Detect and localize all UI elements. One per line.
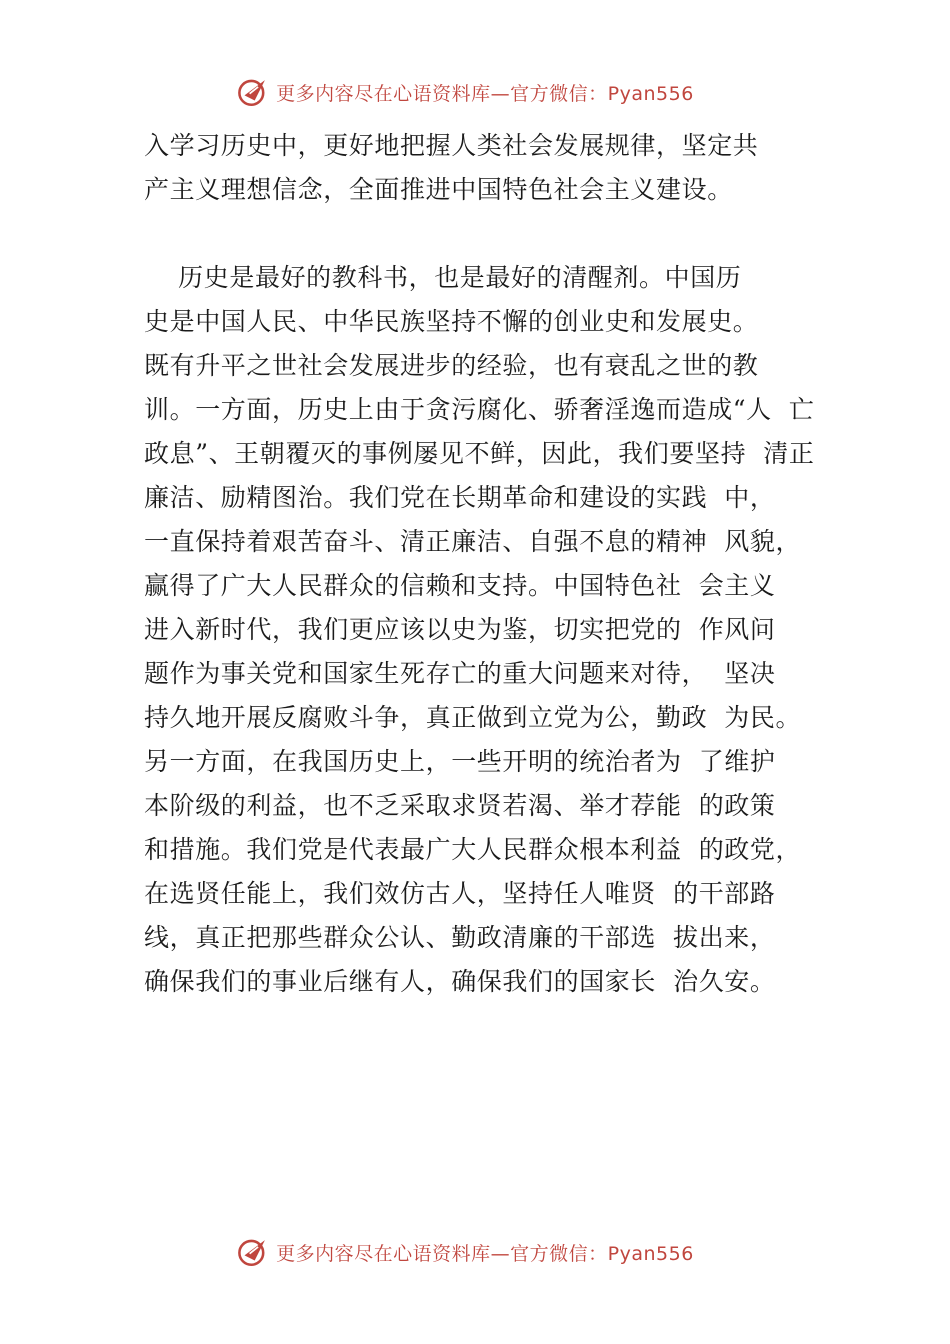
- footer-watermark: [0, 1232, 950, 1272]
- text-line: 既有升平之世社会发展进步的经验，也有衰乱之世的教: [144, 351, 759, 380]
- paragraph-gap: [144, 212, 844, 256]
- text-line: 历史是最好的教科书，也是最好的清醒剂。中国历: [144, 263, 742, 292]
- text-line: 入学习历史中，更好地把握人类社会发展规律，坚定共: [144, 131, 759, 160]
- text-line: 政息”、王朝覆灭的事例屡见不鲜，因此，我们要坚持 清正: [144, 439, 815, 468]
- paper-plane-seal-icon: [236, 75, 270, 109]
- text-line: 另一方面，在我国历史上，一些开明的统治者为 了维护: [144, 747, 776, 776]
- text-line: 本阶级的利益，也不乏采取求贤若渴、举才荐能 的政策: [144, 791, 776, 820]
- paragraph-1: [144, 124, 844, 212]
- text-line: 持久地开展反腐败斗争，真正做到立党为公，勤政 为民。: [144, 703, 802, 732]
- text-line: 和措施。我们党是代表最广大人民群众根本利益 的政党，: [144, 835, 802, 864]
- text-line: 产主义理想信念，全面推进中国特色社会主义建设。: [144, 175, 733, 204]
- text-line: 一直保持着艰苦奋斗、清正廉洁、自强不息的精神 风貌，: [144, 527, 802, 556]
- text-line: 进入新时代，我们更应该以史为鉴，切实把党的 作风问: [144, 615, 776, 644]
- paragraph-2: [144, 256, 844, 1004]
- header-watermark: [0, 72, 950, 112]
- text-line: 在选贤任能上，我们效仿古人，坚持任人唯贤 的干部路: [144, 879, 776, 908]
- text-line: 史是中国人民、中华民族坚持不懈的创业史和发展史。: [144, 307, 759, 336]
- text-line: 廉洁、励精图治。我们党在长期革命和建设的实践 中，: [144, 483, 776, 512]
- text-line: 赢得了广大人民群众的信赖和支持。中国特色社 会主义: [144, 571, 776, 600]
- text-line: 训。一方面，历史上由于贪污腐化、骄奢淫逸而造成“人 亡: [144, 395, 815, 424]
- watermark-text: 更多内容尽在心语资料库—官方微信：Pyan556: [276, 82, 694, 105]
- text-line: 题作为事关党和国家生死存亡的重大问题来对待， 坚决: [144, 659, 776, 688]
- text-line: 线，真正把那些群众公认、勤政清廉的干部选 拔出来，: [144, 923, 776, 952]
- document-body: [144, 124, 844, 1004]
- watermark-text: 更多内容尽在心语资料库—官方微信：Pyan556: [276, 1242, 694, 1265]
- text-line: 确保我们的事业后继有人，确保我们的国家长 治久安。: [144, 967, 776, 996]
- paper-plane-seal-icon: [236, 1235, 270, 1269]
